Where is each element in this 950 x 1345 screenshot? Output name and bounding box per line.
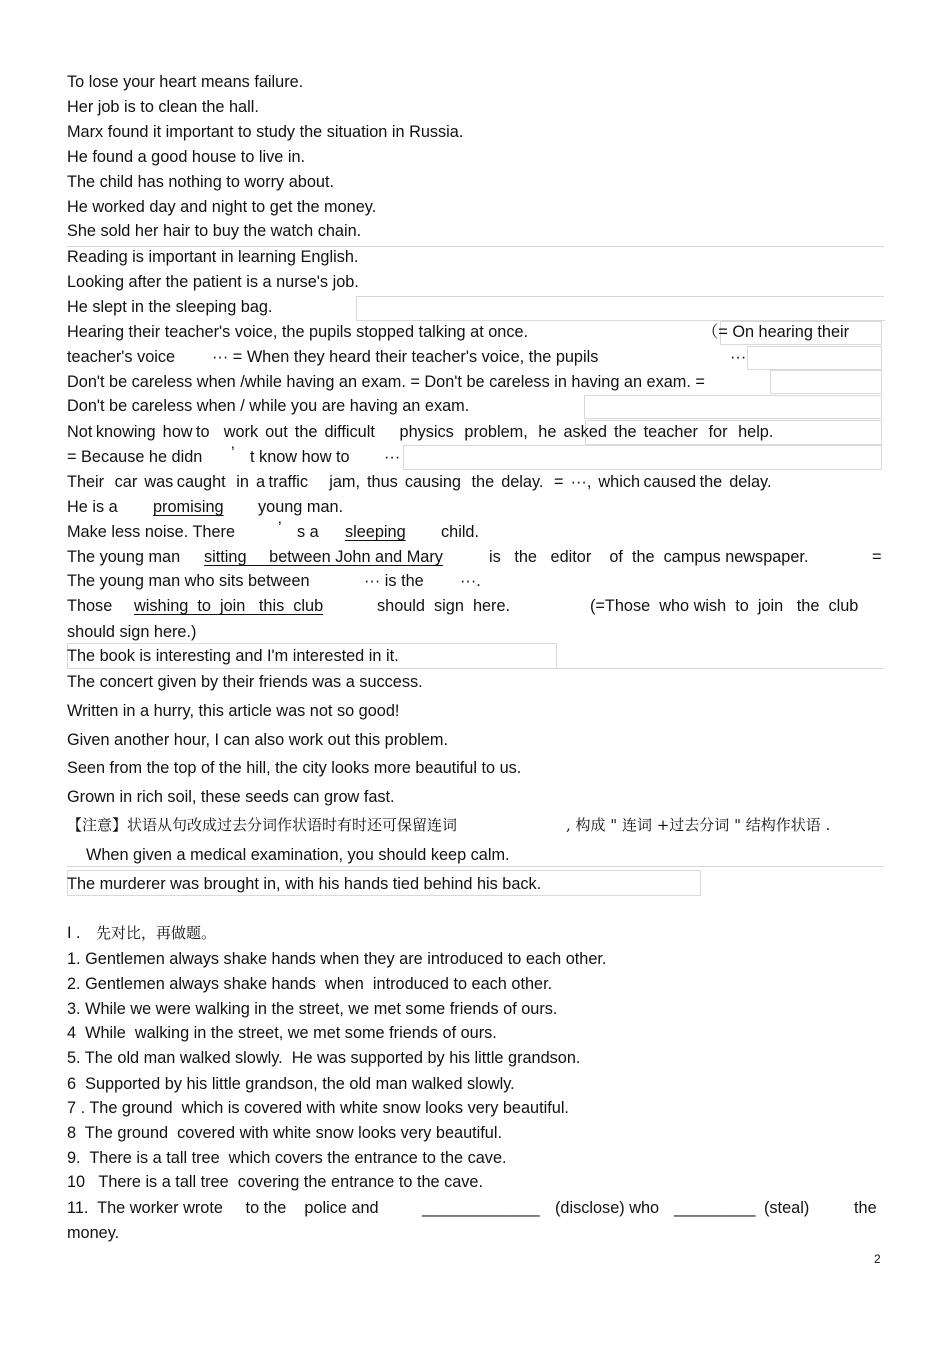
- text-line: Reading is important in learning English.: [67, 248, 359, 266]
- text-fragment: child.: [441, 523, 480, 541]
- text-line: She sold her hair to buy the watch chain.: [67, 222, 362, 240]
- exercise-item: 9. There is a tall tree which covers the entrance to the cave.: [67, 1149, 507, 1167]
- text-fragment: （= On hearing their: [702, 323, 850, 341]
- text-line: Her job is to clean the hall.: [67, 98, 259, 116]
- text-line: teacher's voice: [67, 348, 176, 366]
- text-line: Don't be careless when / while you are having an exam.: [67, 397, 470, 415]
- answer-blank[interactable]: _____________: [422, 1199, 540, 1217]
- underlined-word: sleeping: [345, 523, 406, 541]
- text-line: The young man: [67, 548, 181, 566]
- text-fragment: is the editor of the campus newspaper.: [489, 548, 809, 566]
- text-fragment: ···: [384, 448, 401, 466]
- text-line: Make less noise. There: [67, 523, 236, 541]
- text-line: The child has nothing to worry about.: [67, 173, 334, 191]
- text-line: should sign here.): [67, 623, 197, 641]
- exercise-item: 10 There is a tall tree covering the entrance to the cave.: [67, 1173, 484, 1191]
- table-rule: [67, 866, 884, 867]
- text-line: Given another hour, I can also work out this problem.: [67, 731, 449, 749]
- text-line: Not knowing how to work out the difficult physics problem, he asked the teacher for help.: [67, 423, 774, 441]
- text-fragment: ···: [730, 348, 747, 366]
- text-fragment: (steal): [764, 1199, 810, 1217]
- text-fragment: (disclose) who: [555, 1199, 660, 1217]
- text-fragment: ’: [231, 444, 235, 462]
- text-line: Looking after the patient is a nurse's job.: [67, 273, 359, 291]
- exercise-item: 1. Gentlemen always shake hands when they are introduced to each other.: [67, 950, 607, 968]
- text-line: Written in a hurry, this article was not so good!: [67, 702, 400, 720]
- exercise-item: 11. The worker wrote to the police and: [67, 1199, 379, 1217]
- table-cell: [356, 296, 885, 321]
- exercise-item: 5. The old man walked slowly. He was supported by his little grandson.: [67, 1049, 581, 1067]
- text-fragment: ··· = When they heard their teacher's voice, the pupils: [212, 348, 599, 366]
- exercise-item: 7 . The ground which is covered with white snow looks very beautiful.: [67, 1099, 569, 1117]
- text-line: Grown in rich soil, these seeds can grow fast.: [67, 788, 395, 806]
- text-line: The murderer was brought in, with his hands tied behind his back.: [67, 875, 542, 893]
- exercise-item: 4 While walking in the street, we met some friends of ours.: [67, 1024, 497, 1042]
- text-fragment: ···.: [460, 572, 481, 590]
- exercise-heading: 先对比，再做题。: [96, 924, 217, 942]
- text-fragment: s a: [297, 523, 319, 541]
- text-line: The concert given by their friends was a success.: [67, 673, 423, 691]
- text-line: When given a medical examination, you should keep calm.: [86, 846, 510, 864]
- table-cell: [584, 395, 882, 419]
- text-fragment: the: [854, 1199, 877, 1217]
- text-line: The book is interesting and I'm interested in it.: [67, 647, 399, 665]
- table-cell: [403, 445, 882, 470]
- text-fragment: ’: [278, 519, 282, 537]
- exercise-item: 2. Gentlemen always shake hands when introduced to each other.: [67, 975, 553, 993]
- text-fragment: t know how to: [250, 448, 350, 466]
- text-line: Marx found it important to study the situation in Russia.: [67, 123, 464, 141]
- text-line: He worked day and night to get the money.: [67, 198, 377, 216]
- table-cell: [770, 370, 882, 394]
- text-line: To lose your heart means failure.: [67, 73, 304, 91]
- text-line: He found a good house to live in.: [67, 148, 306, 166]
- note-text: , 构成 " 连词 +过去分词 " 结构作状语 .: [566, 816, 831, 834]
- text-fragment: young man.: [258, 498, 344, 516]
- text-line: He is a: [67, 498, 118, 516]
- underlined-word: promising: [153, 498, 224, 516]
- text-line: = Because he didn: [67, 448, 203, 466]
- text-line: money.: [67, 1224, 120, 1242]
- page-number: 2: [874, 1252, 881, 1266]
- exercise-heading-number: I .: [67, 924, 81, 942]
- underlined-phrase: sitting between John and Mary: [204, 548, 443, 566]
- exercise-item: 3. While we were walking in the street, we met some friends of ours.: [67, 1000, 558, 1018]
- exercise-item: 8 The ground covered with white snow looks very beautiful.: [67, 1124, 503, 1142]
- exercise-item: 6 Supported by his little grandson, the old man walked slowly.: [67, 1075, 515, 1093]
- text-fragment: should sign here.: [377, 597, 511, 615]
- text-fragment: ··· is the: [364, 572, 424, 590]
- note-text: 【注意】状语从句改成过去分词作状语时有时还可保留连词: [67, 816, 458, 834]
- text-line: Don't be careless when /while having an exam. = Don't be careless in having an exam. =: [67, 373, 705, 391]
- text-line: The young man who sits between: [67, 572, 310, 590]
- table-rule: [67, 668, 884, 669]
- text-line: He slept in the sleeping bag.: [67, 298, 273, 316]
- text-line: Hearing their teacher's voice, the pupils stopped talking at once.: [67, 323, 529, 341]
- answer-blank[interactable]: _________: [674, 1199, 756, 1217]
- underlined-phrase: wishing to join this club: [134, 597, 324, 615]
- text-fragment: =: [872, 548, 882, 566]
- text-line: Their car was caught in a traffic jam, thus causing the delay. = ···, which caused the delay.: [67, 473, 772, 491]
- text-fragment: (=Those who wish to join the club: [590, 597, 859, 615]
- text-line: Seen from the top of the hill, the city looks more beautiful to us.: [67, 759, 522, 777]
- table-cell: [747, 346, 882, 370]
- text-line: Those: [67, 597, 113, 615]
